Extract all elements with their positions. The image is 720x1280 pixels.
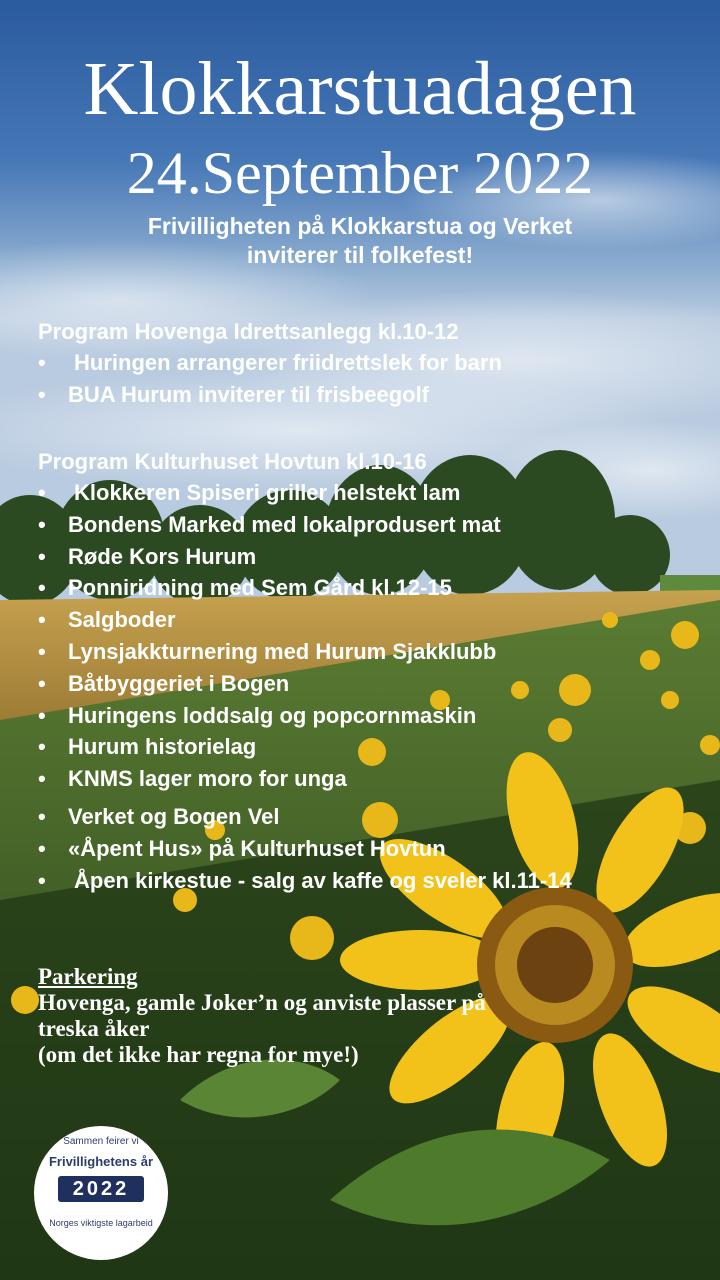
list-item: • Røde Kors Hurum — [38, 542, 572, 574]
parking-heading: Parkering — [38, 964, 138, 989]
list-item: • Båtbyggeriet i Bogen — [38, 669, 572, 701]
section-heading-hovenga: Program Hovenga Idrettsanlegg kl.10-12 — [38, 319, 459, 344]
program-list-hovtun — [38, 478, 572, 897]
list-item: • Salgboder — [38, 605, 572, 637]
list-item: • Huringen arrangerer friidrettslek for barn — [38, 348, 502, 380]
badge-top-text: Sammen feirer vi — [63, 1136, 139, 1147]
frivillighetens-ar-logo — [34, 1126, 168, 1260]
list-item: • Bondens Marked med lokalprodusert mat — [38, 510, 572, 542]
badge-year: 2022 — [58, 1176, 144, 1202]
parking-info — [38, 964, 678, 1068]
list-item: • Klokkeren Spiseri griller helstekt lam — [38, 478, 572, 510]
parking-line-1: Hovenga, gamle Joker’n og anviste plasser på — [38, 990, 486, 1015]
badge-middle-text: Frivillighetens år — [48, 1154, 154, 1169]
list-item: • BUA Hurum inviterer til frisbeegolf — [38, 380, 502, 412]
parking-line-2: treska åker — [38, 1016, 150, 1041]
event-subtitle — [0, 212, 720, 270]
event-date: 24.September 2022 — [126, 140, 594, 206]
subtitle-line-1: Frivilligheten på Klokkarstua og Verket — [147, 213, 573, 239]
list-item: • KNMS lager moro for unga — [38, 764, 572, 796]
parking-line-3: (om det ikke har regna for mye!) — [38, 1042, 359, 1067]
list-item: • Hurum historielag — [38, 732, 572, 764]
list-item: • Åpen kirkestue - salg av kaffe og sveler kl.11-14 — [38, 866, 572, 898]
event-title: Klokkarstuadagen — [83, 47, 637, 131]
subtitle-line-2: inviterer til folkefest! — [246, 242, 474, 268]
list-item: • Ponniridning med Sem Gård kl.12-15 — [38, 573, 572, 605]
program-list-hovenga — [38, 348, 502, 412]
list-item: • Verket og Bogen Vel — [38, 802, 572, 834]
list-item: • Huringens loddsalg og popcornmaskin — [38, 701, 572, 733]
list-item: • Lynsjakkturnering med Hurum Sjakklubb — [38, 637, 572, 669]
list-item: • «Åpent Hus» på Kulturhuset Hovtun — [38, 834, 572, 866]
section-heading-hovtun: Program Kulturhuset Hovtun kl.10-16 — [38, 449, 427, 474]
badge-bottom-text: Norges viktigste lagarbeid — [49, 1218, 153, 1228]
